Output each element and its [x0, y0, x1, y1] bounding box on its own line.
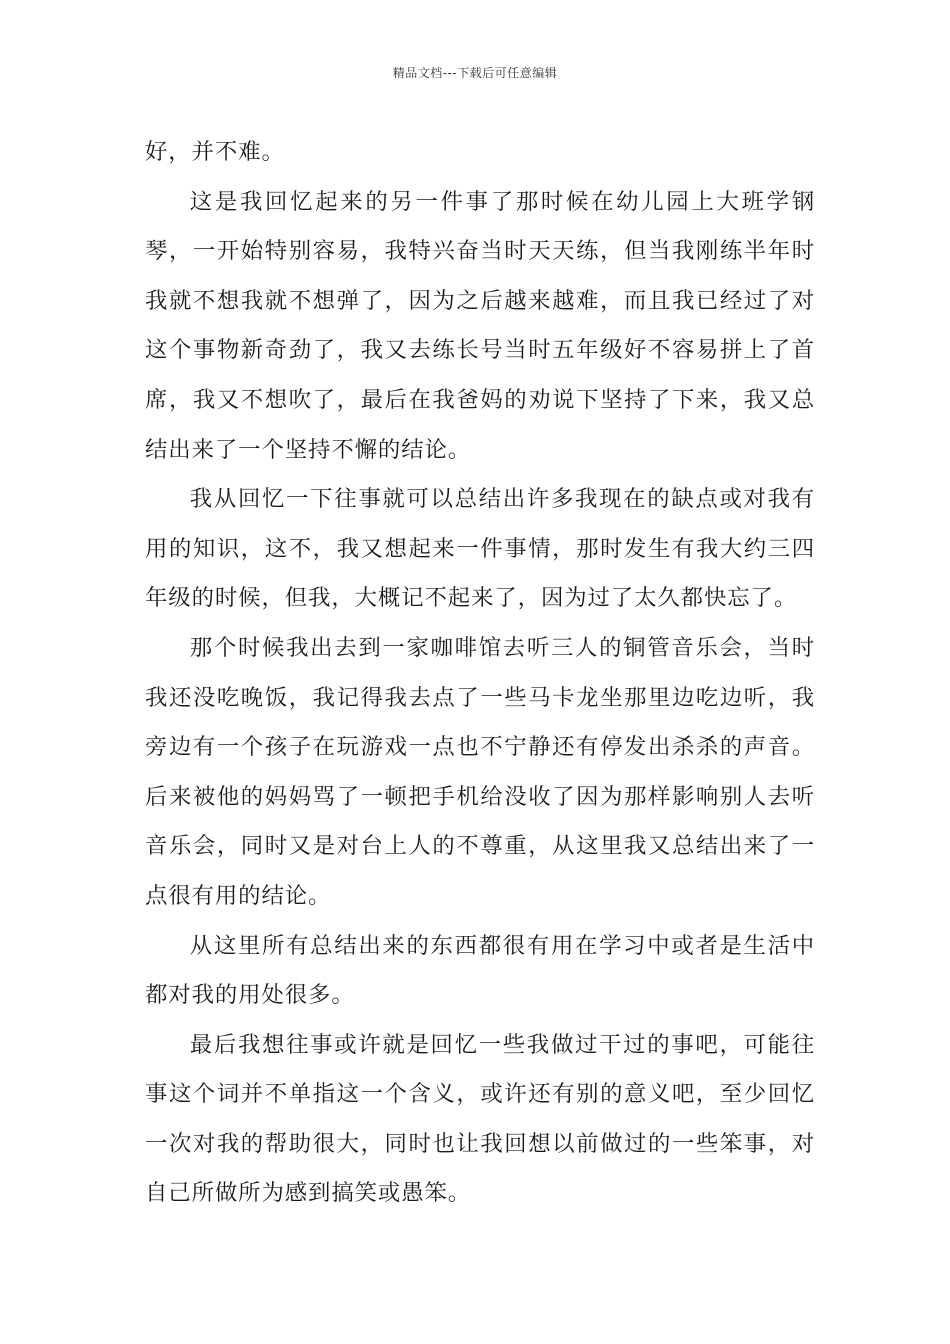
- paragraph-piano-memory: 这是我回忆起来的另一件事了那时候在幼儿园上大班学钢琴，一开始特别容易，我特兴奋当时天天练，但当我刚练半年时我就不想我就不想弹了，因为之后越来越难，而且我已经过了对这个事物新奇劲了，我又去练长号当时五年级好不容易拼上了首席，我又不想吹了，最后在我爸妈的劝说下坚持了下来，我又总结出来了一个坚持不懈的结论。: [145, 188, 815, 463]
- page-header: 精品文档---下载后可任意编辑: [392, 66, 558, 80]
- document-body: [145, 128, 815, 1219]
- paragraph-conclusion: 最后我想往事或许就是回忆一些我做过干过的事吧，可能往事这个词并不单指这一个含义，或许还有别的意义吧，至少回忆一次对我的帮助很大，同时也让我回想以前做过的一些笨事，对自己所做所为感到搞笑或愚笨。: [145, 1031, 815, 1207]
- paragraph-recall-lessons: 我从回忆一下往事就可以总结出许多我现在的缺点或对我有用的知识，这不，我又想起来一件事情，那时发生有我大约三四年级的时候，但我，大概记不起来了，因为过了太久都快忘了。: [145, 486, 815, 612]
- paragraph-concert-memory: 那个时候我出去到一家咖啡馆去听三人的铜管音乐会，当时我还没吃晚饭，我记得我去点了一些马卡龙坐那里边吃边听，我旁边有一个孩子在玩游戏一点也不宁静还有停发出杀杀的声音。后来被他的妈妈骂了一顿把手机给没收了因为那样影响别人去听音乐会，同时又是对台上人的不尊重，从这里我又总结出来了一点很有用的结论。: [145, 634, 815, 909]
- paragraph-continuation: 好，并不难。: [145, 139, 285, 165]
- paragraph-usefulness: 从这里所有总结出来的东西都很有用在学习中或者是生活中都对我的用处很多。: [145, 932, 815, 1009]
